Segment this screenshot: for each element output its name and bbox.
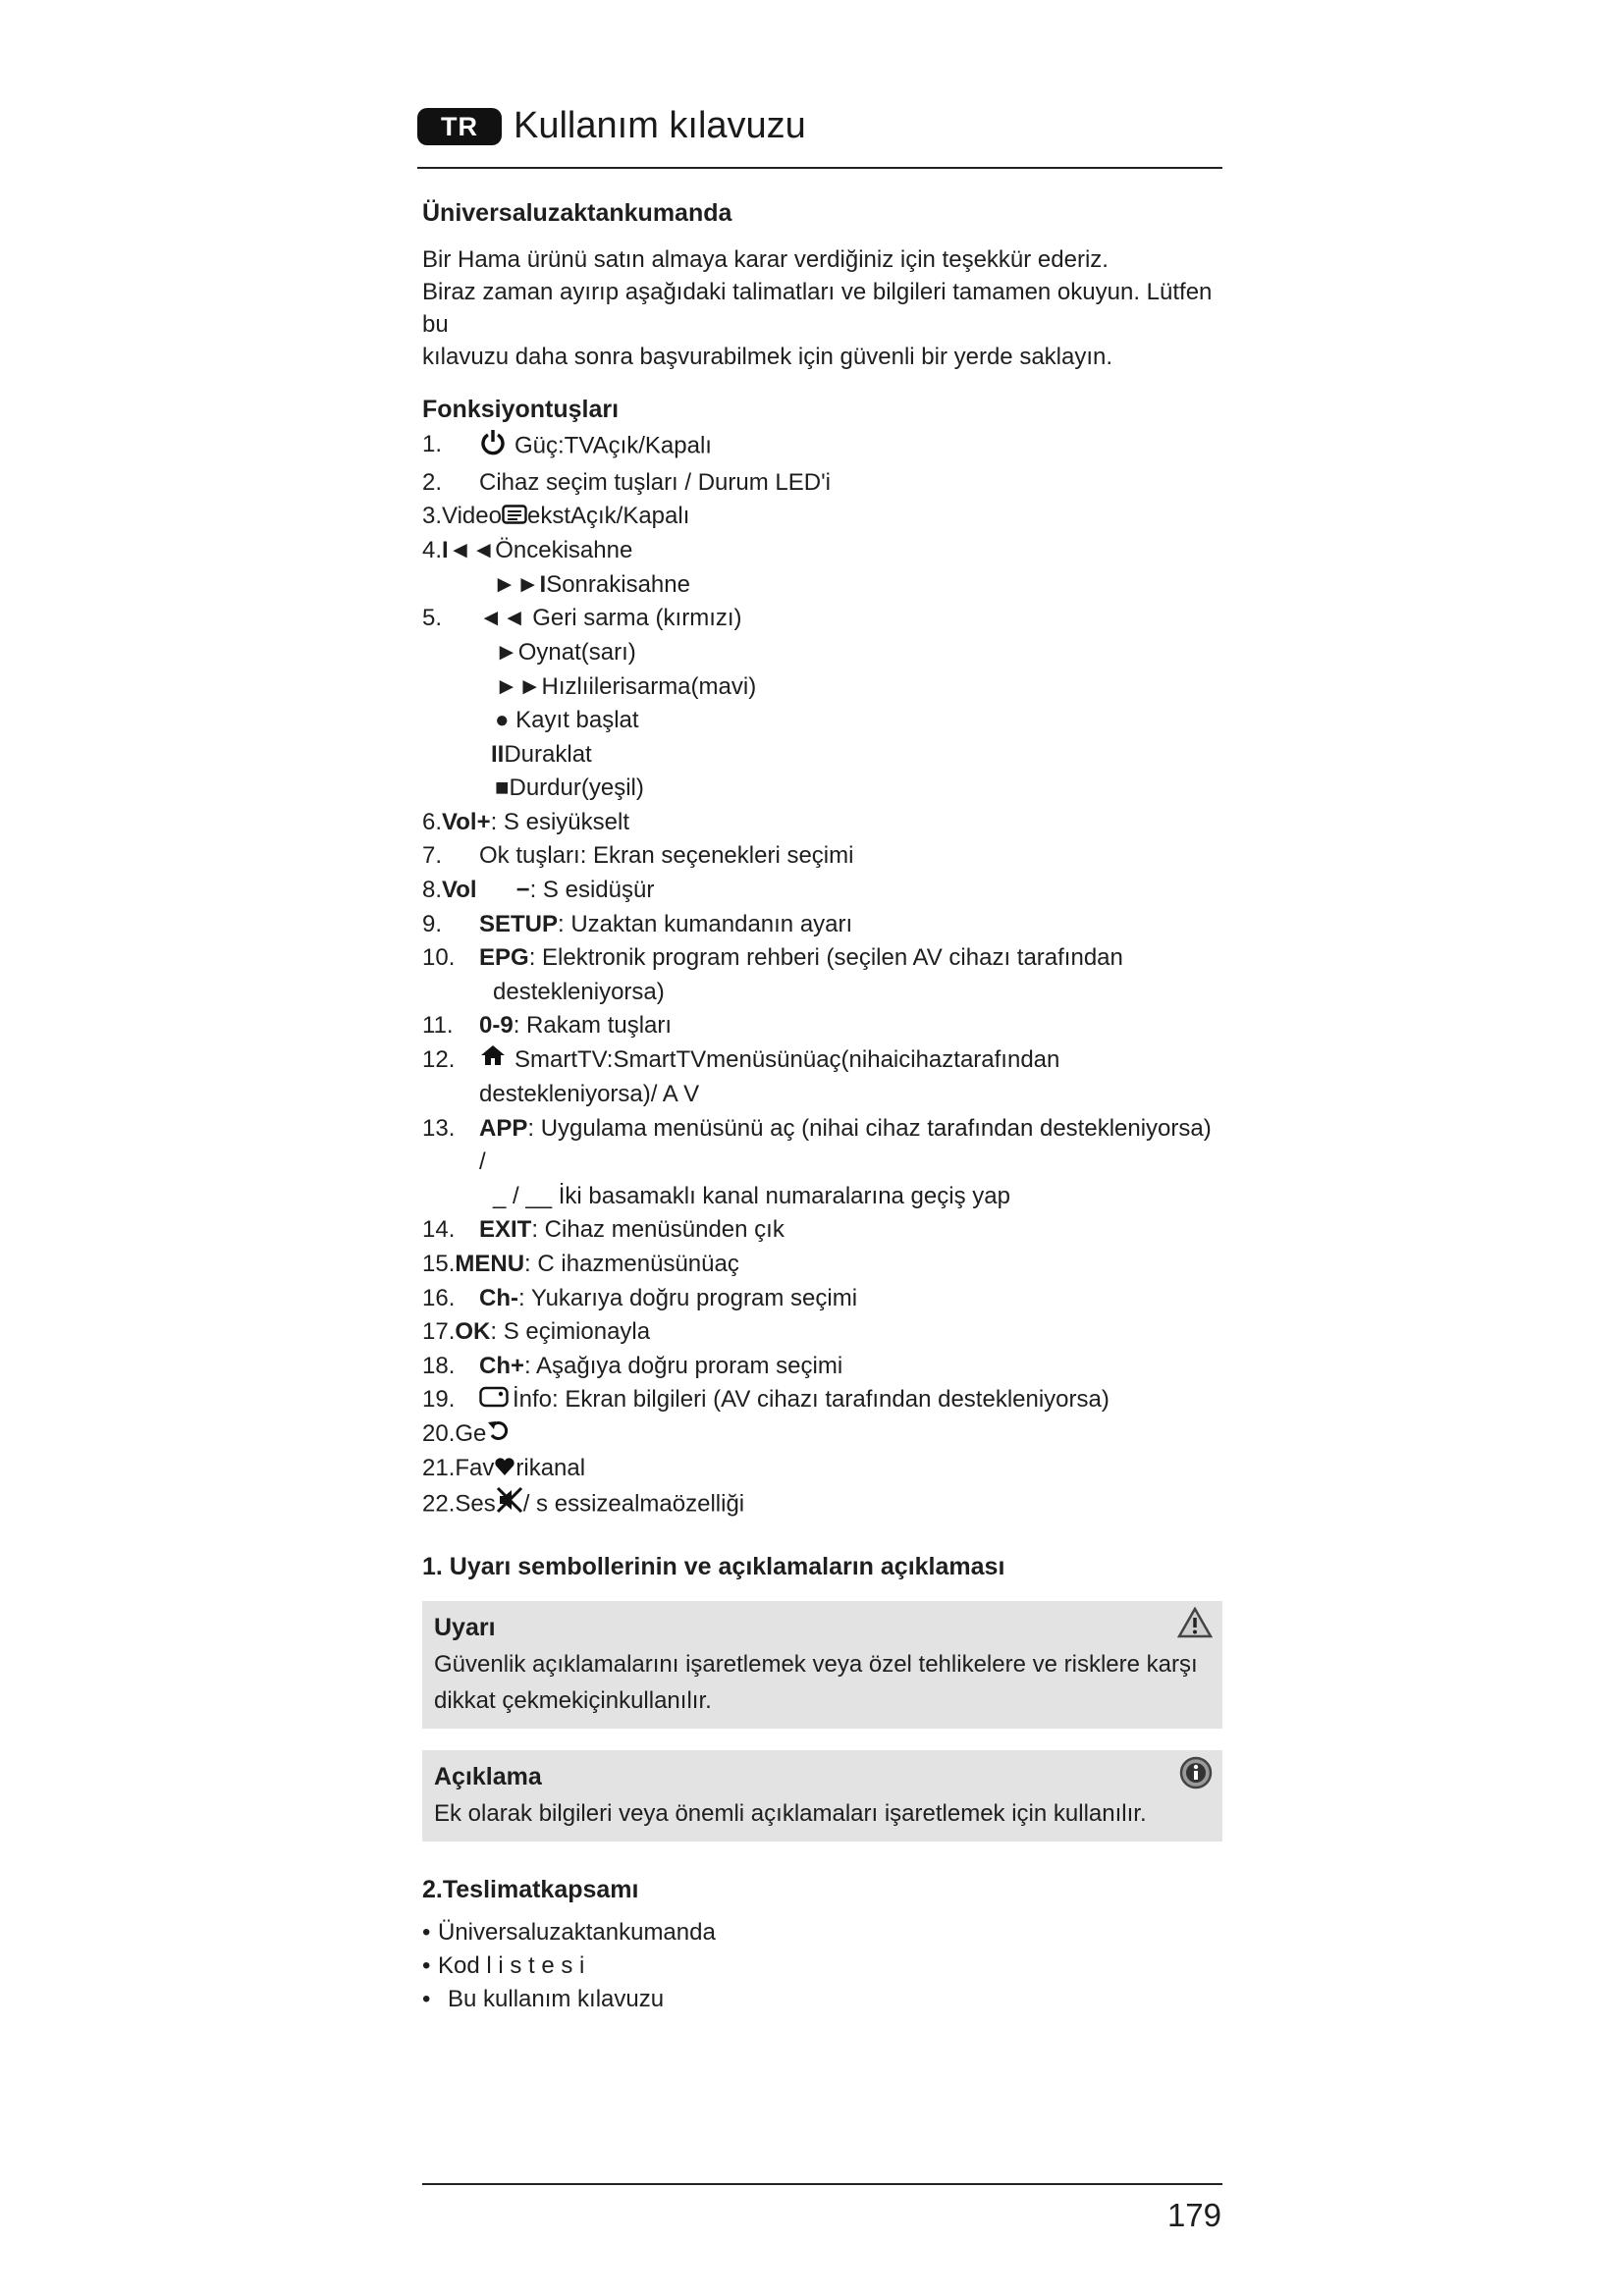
pause-symbol: II (491, 740, 505, 768)
list-item (422, 1043, 1222, 1112)
list-item (422, 1350, 1222, 1384)
item-number: 8. (422, 877, 443, 904)
sub-item (479, 772, 1222, 806)
list-item (422, 500, 1222, 534)
item-text: 21.Fav (422, 1455, 495, 1482)
next-scene-symbol: ►►I (493, 570, 547, 598)
key-list (422, 428, 1222, 1524)
key-name: − (515, 877, 530, 904)
list-item (422, 1949, 1222, 1983)
item-text: : Rakam tuşları (513, 1012, 673, 1040)
header-divider (417, 167, 1222, 169)
item-text: Kod l i s t e s i (438, 1951, 585, 1979)
list-item (422, 1452, 1222, 1486)
key-name: Ch- (479, 1284, 518, 1311)
item-text: : S esidüşür (529, 877, 655, 904)
item-number: 16. (422, 1284, 456, 1311)
sub-item (422, 568, 1222, 603)
item-number: 4. (422, 537, 443, 564)
list-item (422, 941, 1222, 1009)
item-number: 1. (422, 431, 443, 457)
item-text: ekstAçık/Kapalı (526, 503, 690, 530)
item-number: 18. (422, 1352, 456, 1379)
item-text: Kayıt başlat (515, 707, 639, 734)
scope-list (422, 1916, 1222, 2016)
footer-divider (422, 2183, 1222, 2185)
item-number: 19. (422, 1386, 456, 1414)
info-screen-icon (479, 1384, 509, 1418)
list-item (422, 1248, 1222, 1282)
item-text: 22.Ses (422, 1490, 496, 1518)
key-name: MENU (455, 1250, 525, 1277)
list-item (422, 1486, 1222, 1524)
note-box (422, 1750, 1222, 1842)
item-text: rikanal (515, 1455, 586, 1482)
key-name: APP (479, 1114, 528, 1142)
list-item (422, 806, 1222, 840)
key-name: EPG (479, 944, 529, 972)
back-icon (486, 1418, 510, 1453)
key-name: OK (455, 1318, 491, 1346)
list-item (422, 1009, 1222, 1043)
language-badge: TR (417, 108, 502, 145)
list-item (422, 1112, 1222, 1214)
item-text: / s essizealmaözelliği (522, 1490, 745, 1518)
item-text: : S eçimionayla (490, 1318, 651, 1346)
item-text: : Aşağıya doğru proram seçimi (524, 1352, 843, 1379)
fast-forward-symbol: ►► (495, 672, 542, 700)
list-item (422, 1916, 1222, 1949)
list-item (422, 839, 1222, 874)
item-text: : Yukarıya doğru program seçimi (517, 1284, 858, 1311)
item-text: Güç:TVAçık/Kapalı (514, 432, 712, 459)
item-text: 3.Video (422, 503, 502, 530)
key-name: EXIT (479, 1216, 532, 1244)
page-content (422, 196, 1222, 2016)
item-text: : Uygulama menüsünü aç (nihai cihaz tarafından destekleniyorsa) / (479, 1114, 1212, 1176)
list-item (422, 1315, 1222, 1350)
header-title: Kullanım kılavuzu (514, 105, 806, 146)
item-number: 12. (422, 1046, 456, 1074)
list-item (422, 1213, 1222, 1248)
item-number: 10. (422, 944, 456, 972)
warning-box (422, 1601, 1222, 1729)
bullet: • (422, 1918, 431, 1946)
warning-text: Güvenlik açıklamalarını işaretlemek veya özel tehlikelere ve risklere karşı dikkat çekmekiçinkullanılır. (434, 1650, 1198, 1714)
item-text: : Uzaktan kumandanın ayarı (558, 910, 853, 937)
sub-item (479, 670, 1222, 705)
item-text: SmartTV:SmartTVmenüsünüaç(nihaicihaztarafından (514, 1046, 1060, 1074)
list-item (422, 874, 1222, 908)
item-number: 11. (422, 1012, 454, 1040)
item-text: : Elektronik program rehberi (seçilen AV cihazı tarafından (528, 944, 1123, 972)
previous-scene-symbol: I◄◄ (442, 537, 496, 564)
list-item (422, 1282, 1222, 1316)
play-symbol: ► (495, 638, 518, 666)
list-item (422, 908, 1222, 942)
intro-line: Biraz zaman ayırıp aşağıdaki talimatları ve bilgileri tamamen okuyun. Lütfen bu (422, 279, 1213, 338)
warning-triangle-icon (1177, 1607, 1213, 1643)
item-number: 5. (422, 605, 443, 632)
scope-heading: 2.Teslimatkapsamı (422, 1875, 639, 1903)
sub-item (479, 738, 1222, 773)
item-number: 7. (422, 842, 443, 870)
key-name: SETUP (479, 910, 559, 937)
intro-text (422, 243, 1222, 373)
item-continuation: destekleniyorsa) (493, 978, 665, 1005)
list-item (422, 428, 1222, 466)
note-title: Açıklama (434, 1762, 542, 1790)
item-text: Geri sarma (kırmızı) (532, 605, 742, 632)
record-symbol: ● (495, 707, 510, 734)
power-icon (479, 428, 507, 466)
item-text: Duraklat (504, 740, 592, 768)
item-text: Bu kullanım kılavuzu (448, 1985, 665, 2012)
item-text: İnfo: Ekran bilgileri (AV cihazı tarafından destekleniyorsa) (513, 1386, 1110, 1414)
heart-icon (494, 1453, 515, 1487)
item-text: : Cihaz menüsünden çık (531, 1216, 785, 1244)
note-text: Ek olarak bilgileri veya önemli açıklamaları işaretlemek için kullanılır. (434, 1799, 1147, 1827)
list-item (422, 1983, 1222, 2016)
page-number: 179 (1166, 2197, 1221, 2233)
list-item (422, 1383, 1222, 1417)
item-number: 6. (422, 808, 443, 835)
item-number: 15. (422, 1250, 456, 1277)
intro-line: kılavuzu daha sonra başvurabilmek için güvenli bir yerde saklayın. (422, 344, 1113, 370)
item-continuation: _ / __ İki basamaklı kanal numaralarına geçiş yap (493, 1182, 1010, 1209)
home-icon (479, 1043, 507, 1078)
bullet: • (422, 1985, 431, 2012)
item-text: : S esiyükselt (490, 808, 629, 835)
keys-heading: Fonksiyontuşları (422, 396, 620, 423)
key-name: 0-9 (479, 1012, 514, 1040)
key-name: Vol (442, 877, 477, 904)
item-number: 17. (422, 1318, 456, 1346)
intro-line: Bir Hama ürünü satın almaya karar verdiğiniz için teşekkür ederiz. (422, 246, 1109, 273)
info-icon (1179, 1756, 1213, 1794)
item-number: 2. (422, 468, 443, 496)
item-number: 14. (422, 1216, 456, 1244)
item-number: 13. (422, 1114, 456, 1142)
item-text: : C ihazmenüsünüaç (524, 1250, 739, 1277)
main-heading: Üniversaluzaktankumanda (422, 199, 732, 227)
sub-item (479, 636, 1222, 670)
item-text: 20.Ge (422, 1420, 487, 1448)
mute-icon (496, 1486, 523, 1524)
page-header (417, 98, 1222, 169)
item-text: Hızlıilerisarma(mavi) (541, 672, 757, 700)
key-name: Ch+ (479, 1352, 525, 1379)
item-text: Öncekisahne (495, 537, 633, 564)
bullet: • (422, 1951, 431, 1979)
item-text: Durdur(yeşil) (509, 774, 644, 802)
item-text: Sonrakisahne (546, 570, 690, 598)
item-continuation: destekleniyorsa)/ A V (479, 1081, 700, 1107)
item-text: Üniversaluzaktankumanda (438, 1918, 716, 1946)
list-item (422, 466, 1222, 501)
list-item (422, 602, 1222, 806)
warning-title: Uyarı (434, 1613, 496, 1641)
item-text: Oynat(sarı) (517, 638, 636, 666)
rewind-symbol: ◄◄ (479, 605, 526, 632)
list-item (422, 534, 1222, 602)
item-text: Cihaz seçim tuşları / Durum LED'i (479, 468, 832, 496)
item-number: 9. (422, 910, 443, 937)
list-item (422, 1417, 1222, 1452)
sub-item (479, 704, 1222, 738)
warnings-heading: 1. Uyarı sembollerinin ve açıklamaların açıklaması (422, 1552, 1005, 1580)
stop-symbol: ■ (495, 774, 510, 802)
item-text: Ok tuşları: Ekran seçenekleri seçimi (479, 842, 854, 870)
key-name: Vol+ (442, 808, 491, 835)
videotext-icon (502, 501, 527, 535)
